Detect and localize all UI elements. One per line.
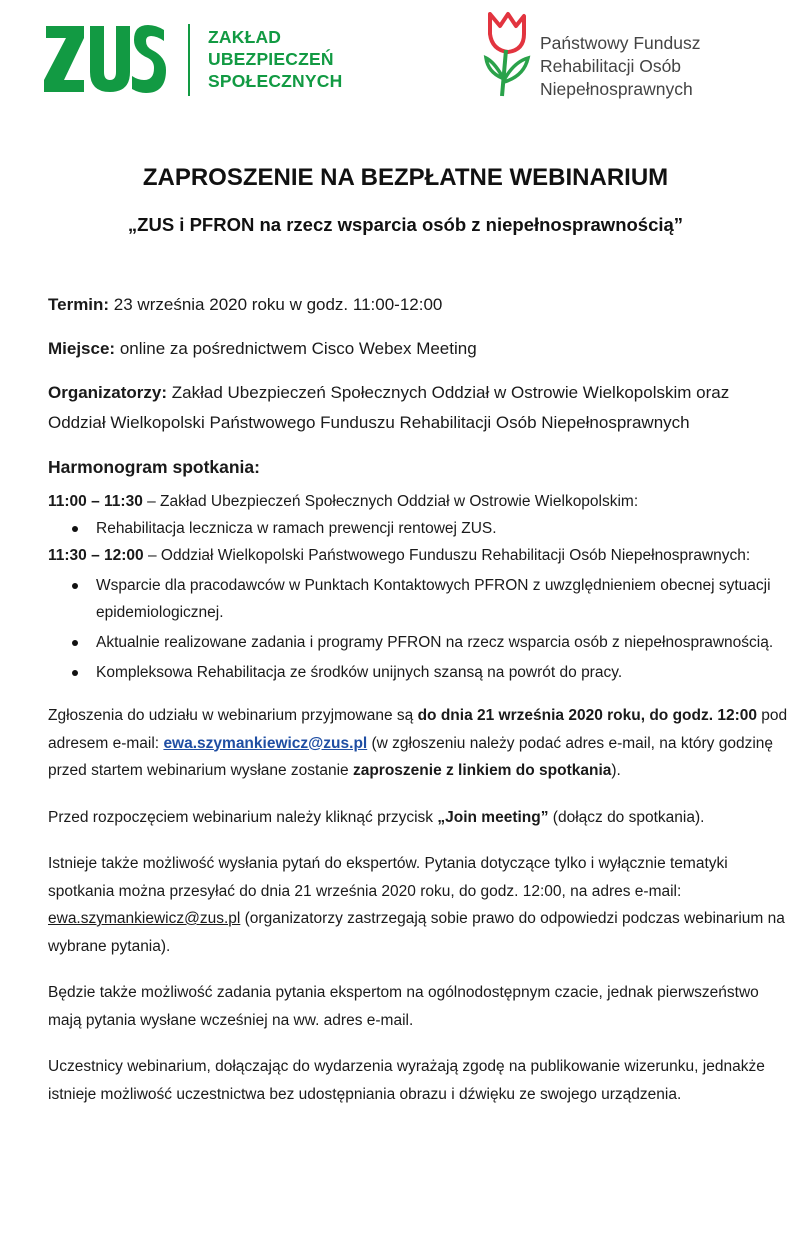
join-text-1: Przed rozpoczęciem webinarium należy kliknąć przycisk [48, 808, 438, 826]
logo-divider [188, 24, 190, 96]
termin-value: 23 września 2020 roku w godz. 11:00-12:00 [109, 295, 443, 314]
header [0, 0, 811, 120]
termin-label: Termin: [48, 295, 110, 314]
registration-text-4: ). [611, 762, 621, 779]
registration-text-2: pod adresem e-mail: [48, 707, 788, 752]
body-paragraphs [48, 702, 788, 1108]
zus-name-line-2: UBEZPIECZEŃ [208, 49, 334, 69]
registration-email-link[interactable]: ewa.szymankiewicz@zus.pl [163, 734, 368, 752]
pfron-name [540, 32, 701, 101]
schedule-block-2 [48, 542, 788, 569]
zus-logo [44, 22, 166, 96]
schedule-block-1-time: 11:00 – 11:30 [48, 493, 143, 510]
questions-text-2: (organizatorzy zastrzegają sobie prawo do odpowiedzi podczas webinarium na wybrane pytania). [48, 910, 785, 955]
registration-deadline: do dnia 21 września 2020 roku, do godz. 12:00 [417, 707, 757, 724]
consent-paragraph: Uczestnicy webinarium, dołączając do wydarzenia wyrażają zgodę na publikowanie wizerunku, jednakże istnieje możliwość uczestnictwa bez udostępniania obrazu i dźwięku ze swojego urządzenia. [48, 1058, 765, 1103]
schedule [48, 488, 788, 686]
questions-paragraph [48, 850, 788, 960]
zus-name [208, 26, 342, 92]
questions-email-link[interactable]: ewa.szymankiewicz@zus.pl [48, 910, 241, 927]
zus-name-line-1: ZAKŁAD [208, 27, 282, 47]
join-paragraph [48, 804, 788, 832]
schedule-block-1 [48, 488, 788, 515]
schedule-block-2-time: 11:30 – 12:00 [48, 547, 144, 564]
miejsce-label: Miejsce: [48, 339, 116, 358]
registration-invite-note: zaproszenie z linkiem do spotkania [352, 762, 612, 779]
list-item: Rehabilitacja lecznicza w ramach prewencji rentowej ZUS. [96, 515, 788, 542]
schedule-block-1-text: – Zakład Ubezpieczeń Społecznych Oddział w Ostrowie Wielkopolskim: [142, 493, 639, 510]
pfron-name-line-3: Niepełnosprawnych [540, 79, 693, 99]
schedule-block-2-list [48, 572, 788, 686]
organizers-value: Zakład Ubezpieczeń Społecznych Oddział w Ostrowie Wielkopolskim oraz Oddział Wielkopolski Państwowego Funduszu Rehabilitacji Osób Niepełnosprawnych [48, 383, 730, 432]
schedule-block-2-text: – Oddział Wielkopolski Państwowego Funduszu Rehabilitacji Osób Niepełnosprawnych: [143, 547, 751, 564]
schedule-title: Harmonogram spotkania: [48, 457, 260, 477]
schedule-block-1-list [48, 515, 788, 542]
document-subtitle: „ZUS i PFRON na rzecz wsparcia osób z niepełnosprawnością” [127, 214, 684, 235]
questions-text-1: Istnieje także możliwość wysłania pytań do ekspertów. Pytania dotyczące tylko i wyłącznie tematyki spotkania można przesyłać do dnia 21 września 2020 roku, do godz. 12:00, na adres e-mail: [48, 855, 728, 900]
organizers-label: Organizatorzy: [48, 383, 168, 402]
miejsce-line [48, 334, 788, 364]
registration-text-3: (w zgłoszeniu należy podać adres e-mail, na który godzinę przed startem webinarium wysłane zostanie [48, 734, 774, 779]
pfron-tulip-logo [480, 10, 532, 100]
miejsce-value: online za pośrednictwem Cisco Webex Meeting [115, 339, 477, 358]
pfron-name-line-1: Państwowy Fundusz [540, 33, 701, 53]
organizers-line [48, 378, 788, 438]
list-item: Wsparcie dla pracodawców w Punktach Kontaktowych PFRON z uwzględnieniem obecnej sytuacji epidemiologicznej. [96, 572, 788, 626]
pfron-name-line-2: Rehabilitacji Osób [540, 56, 682, 76]
registration-paragraph [48, 702, 788, 785]
document-body [48, 290, 788, 1127]
zus-name-line-3: SPOŁECZNYCH [208, 71, 343, 91]
join-text-2: (dołącz do spotkania). [548, 808, 705, 826]
document-title: ZAPROSZENIE NA BEZPŁATNE WEBINARIUM [142, 164, 669, 191]
join-button-name: „Join meeting” [437, 808, 549, 826]
list-item: Kompleksowa Rehabilitacja ze środków unijnych szansą na powrót do pracy. [96, 659, 788, 686]
chat-paragraph: Będzie także możliwość zadania pytania ekspertom na ogólnodostępnym czacie, jednak pierwszeństwo mają pytania wysłane wcześniej na ww. adres e-mail. [48, 984, 759, 1029]
termin-line [48, 290, 788, 320]
list-item: Aktualnie realizowane zadania i programy PFRON na rzecz wsparcia osób z niepełnosprawnością. [96, 629, 788, 656]
registration-text-1: Zgłoszenia do udziału w webinarium przyjmowane są [48, 707, 418, 724]
